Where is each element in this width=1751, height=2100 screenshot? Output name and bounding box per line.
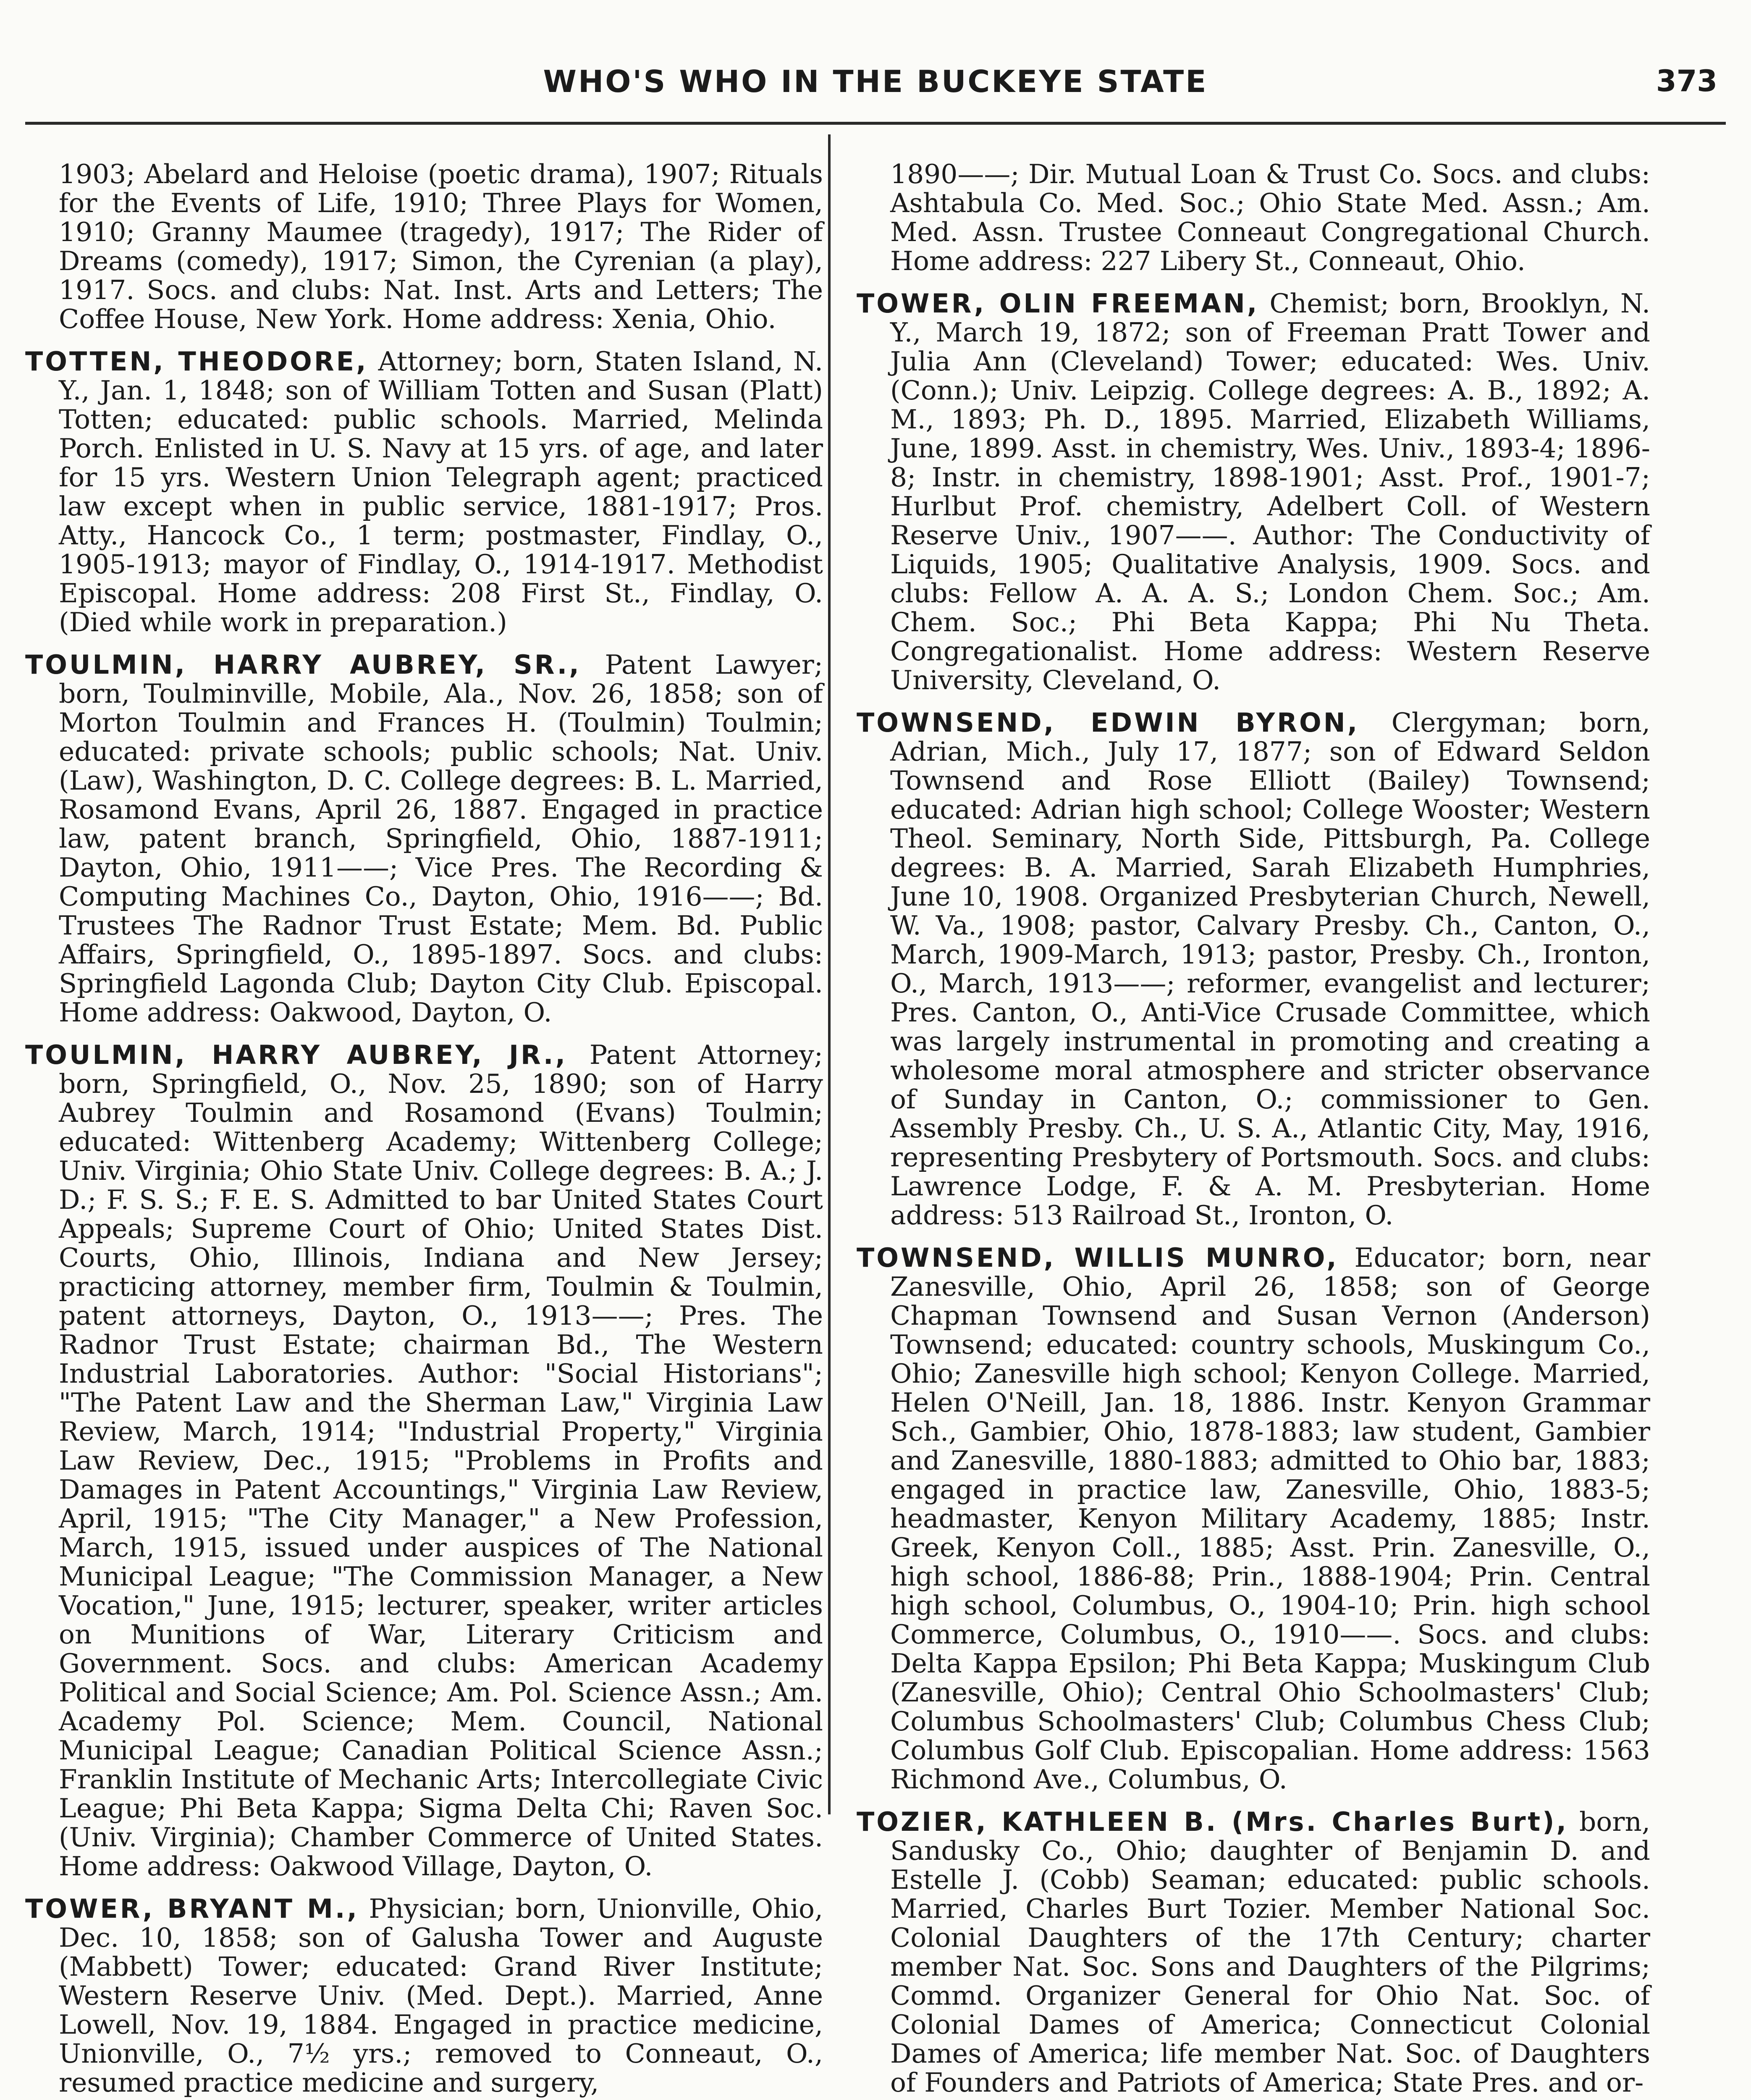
entry-text: 1890——; Dir. Mutual Loan & Trust Co. Socs. and clubs: Ashtabula Co. Med. Soc.; Ohio State Med. Assn.; Am. Med. Assn. Trustee Conneaut Congregational Church. Home address: 227 Libery St., Conneaut, Ohio.	[890, 159, 1650, 276]
entry-name: TOZIER, KATHLEEN B. (Mrs. Charles Burt),	[857, 1806, 1568, 1837]
left-column	[25, 160, 823, 2100]
entry-name: TOWER, OLIN FREEMAN,	[857, 288, 1259, 319]
entry-toulmin-harry-jr	[25, 1040, 823, 1881]
entry-toulmin-harry-sr	[25, 650, 823, 1027]
right-column	[857, 160, 1650, 2100]
entry-text: Physician; born, Unionville, Ohio, Dec. 10, 1858; son of Galusha Tower and Auguste (Mabbett) Tower; educated: Grand River Institute; Western Reserve Univ. (Med. Dept.). Married, Anne Lowell, Nov. 19, 1884. Engaged in practice medicine, Unionville, O., 7½ yrs.; removed to Conneaut, O., resumed practice medicine and surgery,	[59, 1893, 823, 2098]
entry-name: TOULMIN, HARRY AUBREY, JR.,	[25, 1040, 568, 1070]
entry-tozier-kathleen	[857, 1807, 1650, 2097]
entry-name: TOWNSEND, EDWIN BYRON,	[857, 707, 1360, 738]
page-header	[25, 55, 1726, 118]
entry-text: born, Sandusky Co., Ohio; daughter of Benjamin D. and Estelle J. (Cobb) Seaman; educated: public schools. Married, Charles Burt Tozier. Member National Soc. Colonial Daughters of the 17th Century; charter member Nat. Soc. Sons and Daughters of the Pilgrims; Commd. Organizer General for Ohio Nat. Soc. of Colonial Dames of America; Connecticut Colonial Dames of America; life member Nat. Soc. of Daughters of Founders and Patriots of America; State Pres. and or-	[890, 1806, 1650, 2098]
entry-name: TOWNSEND, WILLIS MUNRO,	[857, 1242, 1339, 1273]
entry-tower-bryant	[25, 1894, 823, 2097]
entry-townsend-willis	[857, 1243, 1650, 1794]
entry-text: Clergyman; born, Adrian, Mich., July 17, 1877; son of Edward Seldon Townsend and Rose Elliott (Bailey) Townsend; educated: Adrian high school; College Wooster; Western Theol. Seminary, North Side, Pittsburgh, Pa. College degrees: B. A. Married, Sarah Elizabeth Humphries, June 10, 1908. Organized Presbyterian Church, Newell, W. Va., 1908; pastor, Calvary Presby. Ch., Canton, O., March, 1909-March, 1913; pastor, Presby. Ch., Ironton, O., March, 1913——; reformer, evangelist and lecturer; Pres. Canton, O., Anti-Vice Crusade Committee, which was largely instrumental in promoting and creating a wholesome moral atmosphere and stricter observance of Sunday in Canton, O.; commissioner to Gen. Assembly Presby. Ch., U. S. A., Atlantic City, May, 1916, representing Presbytery of Portsmouth. Socs. and clubs: Lawrence Lodge, F. & A. M. Presbyterian. Home address: 513 Railroad St., Ironton, O.	[890, 707, 1650, 1231]
column-divider	[828, 134, 831, 1814]
entry-tower-olin	[857, 289, 1650, 695]
entry-text: Patent Lawyer; born, Toulminville, Mobile, Ala., Nov. 26, 1858; son of Morton Toulmin and Frances H. (Toulmin) Toulmin; educated: private schools; public schools; Nat. Univ. (Law), Washington, D. C. College degrees: B. L. Married, Rosamond Evans, April 26, 1887. Engaged in practice law, patent branch, Springfield, Ohio, 1887-1911; Dayton, Ohio, 1911——; Vice Pres. The Recording & Computing Machines Co., Dayton, Ohio, 1916——; Bd. Trustees The Radnor Trust Estate; Mem. Bd. Public Affairs, Springfield, O., 1895-1897. Socs. and clubs: Springfield Lagonda Club; Dayton City Club. Episcopal. Home address: Oakwood, Dayton, O.	[59, 649, 823, 1028]
entry-name: TOULMIN, HARRY AUBREY, SR.,	[25, 649, 581, 680]
entry-text: Attorney; born, Staten Island, N. Y., Jan. 1, 1848; son of William Totten and Susan (Platt) Totten; educated: public schools. Married, Melinda Porch. Enlisted in U. S. Navy at 15 yrs. of age, and later for 15 yrs. Western Union Telegraph agent; practiced law except when in public service, 1881-1917; Pros. Atty., Hancock Co., 1 term; postmaster, Findlay, O., 1905-1913; mayor of Findlay, O., 1914-1917. Methodist Episcopal. Home address: 208 First St., Findlay, O. (Died while work in preparation.)	[59, 346, 823, 638]
entry-name: TOTTEN, THEODORE,	[25, 346, 368, 377]
header-rule	[25, 122, 1726, 125]
entry-continuation	[857, 160, 1650, 276]
entry-text: Patent Attorney; born, Springfield, O., Nov. 25, 1890; son of Harry Aubrey Toulmin and Rosamond (Evans) Toulmin; educated: Wittenberg Academy; Wittenberg College; Univ. Virginia; Ohio State Univ. College degrees: B. A.; J. D.; F. S. S.; F. E. S. Admitted to bar United States Court Appeals; Supreme Court of Ohio; United States Dist. Courts, Ohio, Illinois, Indiana and New Jersey; practicing attorney, member firm, Toulmin & Toulmin, patent attorneys, Dayton, O., 1913——; Pres. The Radnor Trust Estate; chairman Bd., The Western Industrial Laboratories. Author: "Social Historians"; "The Patent Law and the Sherman Law," Virginia Law Review, March, 1914; "Industrial Property," Virginia Law Review, Dec., 1915; "Problems in Profits and Damages in Patent Accountings," Virginia Law Review, April, 1915; "The City Manager," a New Profession, March, 1915, issued under auspices of The National Municipal League; "The Commission Manager, a New Vocation," June, 1915; lecturer, speaker, writer articles on Munitions of War, Literary Criticism and Government. Socs. and clubs: American Academy Political and Social Science; Am. Pol. Science Assn.; Am. Academy Pol. Science; Mem. Council, National Municipal League; Canadian Political Science Assn.; Franklin Institute of Mechanic Arts; Intercollegiate Civic League; Phi Beta Kappa; Sigma Delta Chi; Raven Soc. (Univ. Virginia); Chamber Commerce of United States. Home address: Oakwood Village, Dayton, O.	[59, 1040, 823, 1882]
page-number: 373	[1656, 64, 1717, 98]
entry-townsend-edwin	[857, 708, 1650, 1230]
entry-name: TOWER, BRYANT M.,	[25, 1893, 359, 1924]
running-title: WHO'S WHO IN THE BUCKEYE STATE	[543, 64, 1208, 99]
entry-text: Chemist; born, Brooklyn, N. Y., March 19, 1872; son of Freeman Pratt Tower and Julia Ann (Cleveland) Tower; educated: Wes. Univ. (Conn.); Univ. Leipzig. College degrees: A. B., 1892; A. M., 1893; Ph. D., 1895. Married, Elizabeth Williams, June, 1899. Asst. in chemistry, Wes. Univ., 1893-4; 1896-8; Instr. in chemistry, 1898-1901; Asst. Prof., 1901-7; Hurlbut Prof. chemistry, Adelbert Coll. of Western Reserve Univ., 1907——. Author: The Conductivity of Liquids, 1905; Qualitative Analysis, 1909. Socs. and clubs: Fellow A. A. A. S.; London Chem. Soc.; Am. Chem. Soc.; Phi Beta Kappa; Phi Nu Theta. Congregationalist. Home address: Western Reserve University, Cleveland, O.	[890, 288, 1650, 696]
entry-totten-theodore	[25, 347, 823, 637]
entry-continuation	[25, 160, 823, 333]
entry-text: Educator; born, near Zanesville, Ohio, April 26, 1858; son of George Chapman Townsend and Susan Vernon (Anderson) Townsend; educated: country schools, Muskingum Co., Ohio; Zanesville high school; Kenyon College. Married, Helen O'Neill, Jan. 18, 1886. Instr. Kenyon Grammar Sch., Gambier, Ohio, 1878-1883; law student, Gambier and Zanesville, 1880-1883; admitted to Ohio bar, 1883; engaged in practice law, Zanesville, Ohio, 1883-5; headmaster, Kenyon Military Academy, 1885; Instr. Greek, Kenyon Coll., 1885; Asst. Prin. Zanesville, O., high school, 1886-88; Prin., 1888-1904; Prin. Central high school, Columbus, O., 1904-10; Prin. high school Commerce, Columbus, O., 1910——. Socs. and clubs: Delta Kappa Epsilon; Phi Beta Kappa; Muskingum Club (Zanesville, Ohio); Central Ohio Schoolmasters' Club; Columbus Schoolmasters' Club; Columbus Chess Club; Columbus Golf Club. Episcopalian. Home address: 1563 Richmond Ave., Columbus, O.	[890, 1242, 1650, 1795]
entry-text: 1903; Abelard and Heloise (poetic drama), 1907; Rituals for the Events of Life, 1910; Three Plays for Women, 1910; Granny Maumee (tragedy), 1917; The Rider of Dreams (comedy), 1917; Simon, the Cyrenian (a play), 1917. Socs. and clubs: Nat. Inst. Arts and Letters; The Coffee House, New York. Home address: Xenia, Ohio.	[59, 159, 823, 334]
